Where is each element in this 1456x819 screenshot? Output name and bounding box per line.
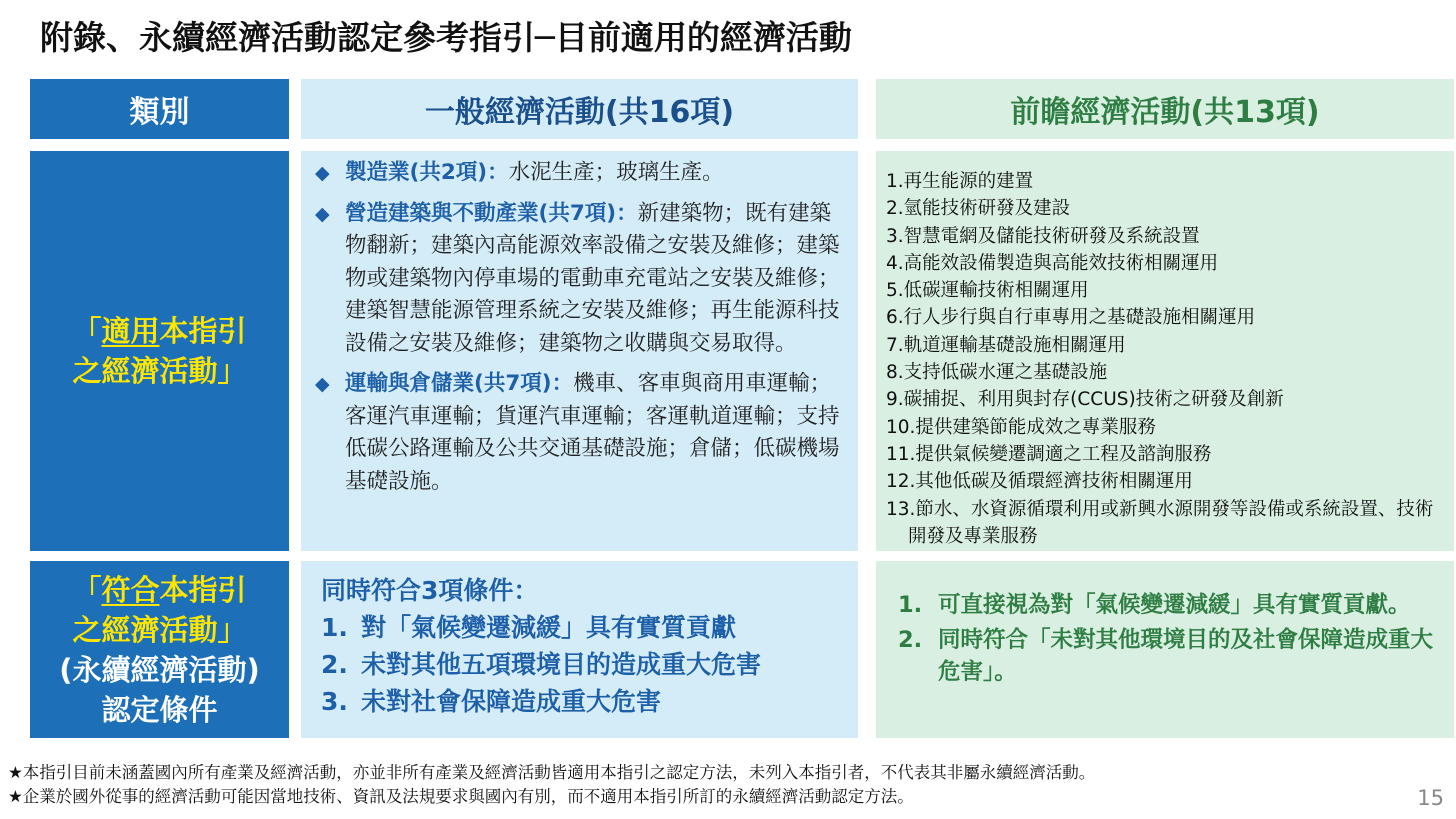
header-general-activities: 一般經濟活動(共16項) — [301, 79, 858, 139]
footnote: ★本指引目前未涵蓋國內所有產業及經濟活動，亦並非所有產業及經濟活動皆適用本指引之認定方法，未列入本指引者，不代表其非屬永續經濟活動。 — [8, 763, 1096, 782]
industry-activities: 新建築物；既有建築物翻新；建築內高能源效率設備之安裝及維修；建築物或建築物內停車場的電動車充電站之安裝及維修；建築智慧能源管理系統之安裝及維修；再生能源科技設備之安裝及維修；建築物之收購與交易取得。 — [345, 200, 840, 356]
category-text: 「 — [72, 572, 102, 607]
footnote: ★企業於國外從事的經濟活動可能因當地技術、資訊及法規要求與國內有別，而不適用本指引所訂的永續經濟活動認定方法。 — [8, 787, 914, 806]
list-item: 6.行人步行與自行車專用之基礎設施相關運用 — [886, 307, 1256, 329]
item-text: 可直接視為對「氣候變遷減緩」具有實質貢獻。 — [938, 592, 1411, 618]
general-criteria — [301, 561, 858, 738]
industry-activities: 機車、客車與商用車運輸；客運汽車運輸；貨運汽車運輸；客運軌道運輸；支持低碳公路運輸及公共交通基礎設施；倉儲；低碳機場基礎設施。 — [345, 371, 840, 494]
list-item: 4.高能效設備製造與高能效技術相關運用 — [886, 252, 1219, 274]
list-item: 9.碳捕捉、利用與封存(CCUS)技術之研發及創新 — [886, 389, 1284, 411]
list-item — [315, 157, 844, 190]
category-text: 之經濟活動」 — [72, 354, 247, 388]
list-item: 8.支持低碳水運之基礎設施 — [886, 362, 1108, 384]
list-item: 10.提供建築節能成效之專業服務 — [886, 416, 1156, 438]
item-text: 同時符合「未對其他環境目的及社會保障造成重大危害」。 — [938, 627, 1434, 685]
category-criteria — [30, 561, 289, 738]
category-line — [72, 311, 246, 351]
category-line: 之經濟活動」 — [72, 612, 247, 647]
list-item: 13.節水、水資源循環利用或新興水源開發等設備或系統設置、技術開發及專業服務 — [886, 498, 1434, 547]
item-number: 1. — [321, 613, 348, 642]
diamond-icon: ◆ — [315, 202, 330, 225]
category-text-underlined: 符合 — [101, 572, 160, 607]
industry-name: 製造業(共2項)： — [345, 160, 509, 185]
criteria-item — [321, 609, 848, 646]
forward-activities-list — [876, 151, 1454, 551]
list-item: 12.其他低碳及循環經濟技術相關運用 — [886, 471, 1193, 493]
category-line: 認定條件 — [101, 692, 218, 727]
general-activities-list — [301, 151, 858, 551]
category-text: 本指引 — [159, 572, 247, 607]
list-item: 7.軌道運輸基礎設施相關運用 — [886, 334, 1126, 356]
criteria-item — [321, 683, 848, 720]
diamond-icon: ◆ — [315, 373, 330, 395]
list-item: 3.智慧電網及儲能技術研發及系統設置 — [886, 225, 1200, 247]
item-number: 2. — [898, 627, 923, 653]
list-item: 11.提供氣候變遷調適之工程及諮詢服務 — [886, 443, 1212, 465]
list-item: 2.氫能技術研發及建設 — [886, 198, 1071, 220]
category-text: 「 — [72, 314, 102, 348]
forward-criteria — [876, 561, 1454, 738]
item-number: 3. — [321, 687, 348, 716]
industry-activities: 水泥生產；玻璃生產。 — [508, 160, 724, 185]
item-number: 2. — [321, 650, 348, 679]
list-item — [315, 368, 844, 498]
item-number: 1. — [898, 592, 923, 618]
category-text: 本指引 — [159, 314, 247, 348]
criteria-item — [898, 589, 1444, 621]
criteria-heading: 同時符合3項條件： — [321, 576, 539, 605]
item-text: 未對其他五項環境目的造成重大危害 — [361, 650, 762, 679]
category-applicable — [30, 151, 289, 551]
item-text: 對「氣候變遷減緩」具有實質貢獻 — [361, 613, 737, 642]
header-category: 類別 — [30, 79, 289, 139]
list-item — [315, 198, 844, 361]
diamond-icon: ◆ — [315, 162, 330, 184]
page-title: 附錄、永續經濟活動認定參考指引─目前適用的經濟活動 — [40, 18, 852, 57]
list-item: 5.低碳運輸技術相關運用 — [886, 280, 1089, 302]
category-line: (永續經濟活動) — [59, 652, 260, 687]
category-line — [72, 351, 246, 391]
criteria-item — [321, 646, 848, 683]
industry-name: 營造建築與不動產業(共7項)： — [345, 200, 638, 226]
page-number: 15 — [1417, 786, 1444, 810]
category-line — [72, 570, 246, 610]
category-text-underlined: 適用 — [101, 314, 160, 348]
list-item: 1.再生能源的建置 — [886, 171, 1034, 192]
industry-name: 運輸與倉儲業(共7項)： — [345, 371, 574, 396]
footnotes — [8, 761, 1408, 809]
header-forward-activities: 前瞻經濟活動(共13項) — [876, 79, 1454, 139]
criteria-item — [898, 624, 1444, 688]
item-text: 未對社會保障造成重大危害 — [361, 687, 662, 716]
